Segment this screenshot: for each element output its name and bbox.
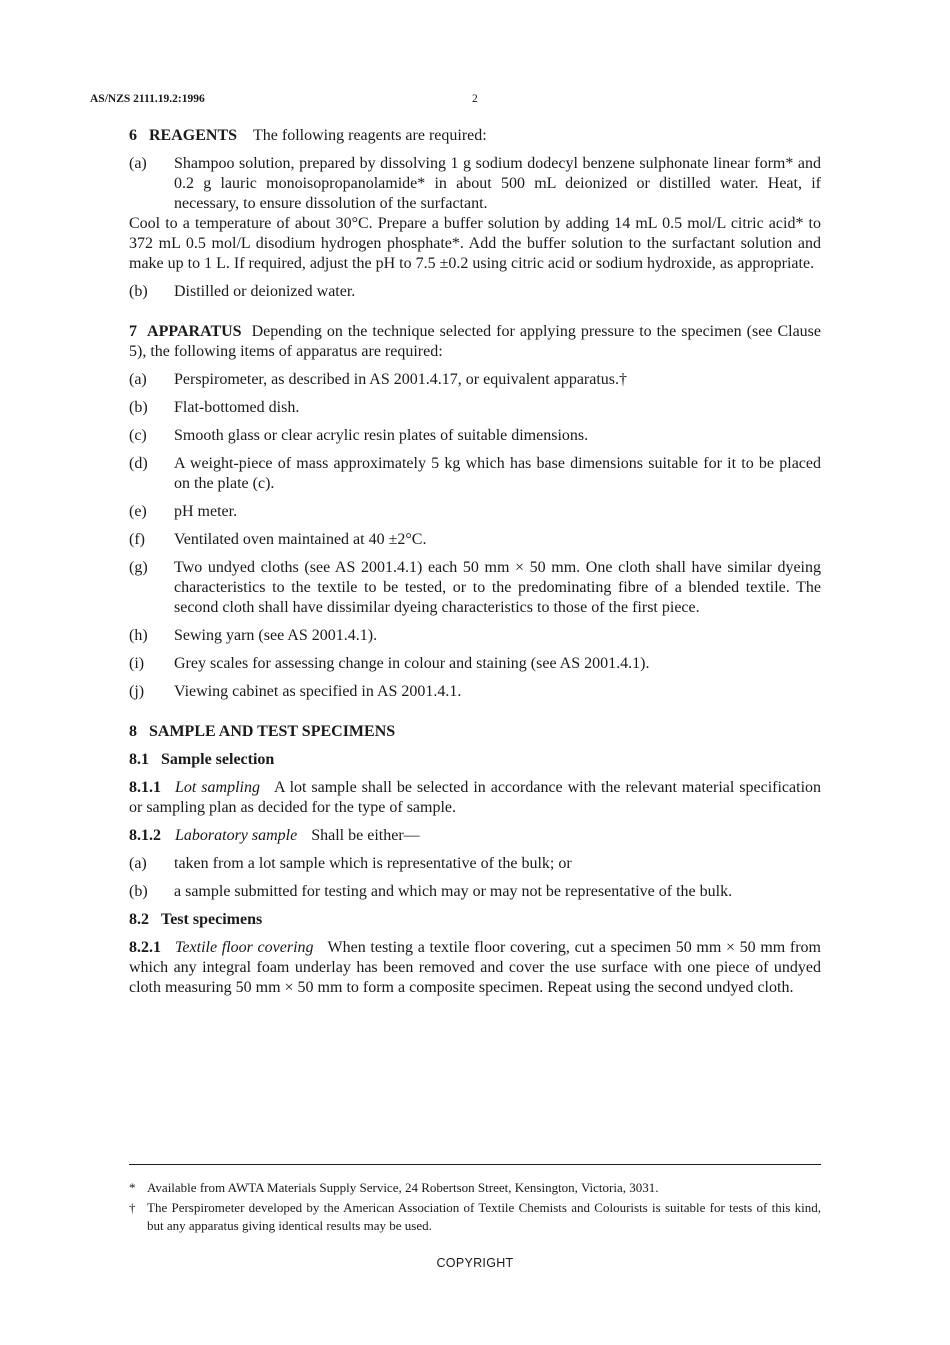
item-label: (a) <box>129 371 147 388</box>
footnote <box>129 1179 821 1197</box>
item-label: (f) <box>129 531 145 548</box>
section-title: SAMPLE AND TEST SPECIMENS <box>149 723 396 740</box>
item-label: (i) <box>129 655 145 672</box>
section-number: 6 <box>129 127 137 144</box>
subsection-title: Test specimens <box>161 911 263 928</box>
subsection-8-1-heading <box>129 750 821 770</box>
item-label: (g) <box>129 559 148 576</box>
subsection-number: 8.1 <box>129 751 149 768</box>
footnote-mark: * <box>129 1180 136 1195</box>
page-number: 2 <box>472 93 478 105</box>
clause-title: Lot sampling <box>175 779 260 796</box>
list-item <box>129 682 821 702</box>
section-intro: Depending on the technique selected for applying pressure to the specimen (see Clause 5), the following items of apparatus are required: <box>129 323 822 360</box>
clause-text: When testing a textile floor covering, cut a specimen 50 mm × 50 mm from which any integral foam underlay has been removed and cover the use surface with one piece of undyed cloth measuring 50 mm × 50 mm to form a composite specimen. Repeat using the second undyed cloth. <box>129 939 821 996</box>
item-text: Distilled or deionized water. <box>174 283 356 300</box>
item-label: (h) <box>129 627 148 644</box>
list-item <box>129 530 821 550</box>
clause-text: Shall be either— <box>311 827 420 844</box>
item-label: (b) <box>129 283 148 300</box>
item-label: (b) <box>129 399 148 416</box>
clause-text: A lot sample shall be selected in accordance with the relevant material specification or sampling plan as decided for the type of sample. <box>129 779 822 816</box>
subsection-8-2-heading <box>129 910 821 930</box>
subsection-number: 8.2 <box>129 911 149 928</box>
list-item <box>129 626 821 646</box>
item-continuation: Cool to a temperature of about 30°C. Prepare a buffer solution by adding 14 mL 0.5 mol/L citric acid* to 372 mL 0.5 mol/L disodium hydrogen phosphate*. Add the buffer solution to the surfactant solution and make up to 1 L. If required, adjust the pH to 7.5 ±0.2 using citric acid or sodium hydroxide, as appropriate. <box>129 215 821 272</box>
item-label: (b) <box>129 883 148 900</box>
list-item <box>129 502 821 522</box>
clause-number: 8.1.2 <box>129 827 161 844</box>
list-item <box>129 558 821 618</box>
document-body <box>129 126 821 998</box>
list-item <box>129 654 821 674</box>
section-number: 8 <box>129 723 137 740</box>
section-8-heading <box>129 722 821 742</box>
item-text: Flat-bottomed dish. <box>174 399 300 416</box>
item-text: Ventilated oven maintained at 40 ±2°C. <box>174 531 427 548</box>
list-item <box>129 454 821 494</box>
clause-8-1-2 <box>129 826 821 846</box>
item-text: Shampoo solution, prepared by dissolving 1 g sodium dodecyl benzene sulphonate linear form* and 0.2 g lauric monoisopropanolamide* in about 500 mL deionized or distilled water. Heat, if necessary, to ensure dissolution of the surfactant. <box>174 155 821 212</box>
standard-id: AS/NZS 2111.19.2:1996 <box>90 93 205 105</box>
section-intro: The following reagents are required: <box>253 127 487 144</box>
copyright-notice: COPYRIGHT <box>436 1256 514 1270</box>
clause-8-1-1 <box>129 778 821 818</box>
item-text: A weight-piece of mass approximately 5 kg which has base dimensions suitable for it to be placed on the plate (c). <box>174 455 821 492</box>
list-item <box>129 154 821 214</box>
item-text: taken from a lot sample which is representative of the bulk; or <box>174 855 572 872</box>
item-text: Sewing yarn (see AS 2001.4.1). <box>174 627 378 644</box>
item-text: Viewing cabinet as specified in AS 2001.4.1. <box>174 683 462 700</box>
subsection-title: Sample selection <box>161 751 275 768</box>
list-item <box>129 370 821 390</box>
section-title: APPARATUS <box>147 323 242 340</box>
item-label: (a) <box>129 155 147 172</box>
item-label: (c) <box>129 427 147 444</box>
section-7-heading <box>129 322 821 362</box>
clause-number: 8.1.1 <box>129 779 161 796</box>
item-label: (d) <box>129 455 148 472</box>
item-text: Perspirometer, as described in AS 2001.4.17, or equivalent apparatus.† <box>174 371 628 388</box>
item-label: (e) <box>129 503 147 520</box>
item-label: (a) <box>129 855 147 872</box>
section-number: 7 <box>129 323 137 340</box>
item-text: Smooth glass or clear acrylic resin plates of suitable dimensions. <box>174 427 589 444</box>
footnote <box>129 1199 821 1235</box>
list-item <box>129 882 821 902</box>
item-label: (j) <box>129 683 145 700</box>
item-text: Two undyed cloths (see AS 2001.4.1) each 50 mm × 50 mm. One cloth shall have similar dyeing characteristics to the textile to be tested, or to the predominating fibre of a blended textile. The second cloth shall have dissimilar dyeing characteristics to those of the first piece. <box>174 559 821 616</box>
footnote-mark: † <box>129 1200 136 1215</box>
section-6-heading <box>129 126 821 146</box>
clause-title: Textile floor covering <box>175 939 314 956</box>
clause-title: Laboratory sample <box>175 827 298 844</box>
footnote-text: Available from AWTA Materials Supply Service, 24 Robertson Street, Kensington, Victoria, 3031. <box>147 1180 659 1195</box>
section-title: REAGENTS <box>149 127 238 144</box>
footnotes <box>129 1179 821 1237</box>
item-text: Grey scales for assessing change in colour and staining (see AS 2001.4.1). <box>174 655 650 672</box>
clause-8-2-1 <box>129 938 821 998</box>
list-item <box>129 398 821 418</box>
footnote-divider <box>129 1164 821 1165</box>
list-item <box>129 426 821 446</box>
list-item <box>129 854 821 874</box>
item-text: pH meter. <box>174 503 238 520</box>
footnote-text: The Perspirometer developed by the American Association of Textile Chemists and Colourists is suitable for tests of this kind, but any apparatus giving identical results may be used. <box>147 1200 821 1233</box>
item-text: a sample submitted for testing and which may or may not be representative of the bulk. <box>174 883 733 900</box>
list-item <box>129 282 821 302</box>
clause-number: 8.2.1 <box>129 939 161 956</box>
